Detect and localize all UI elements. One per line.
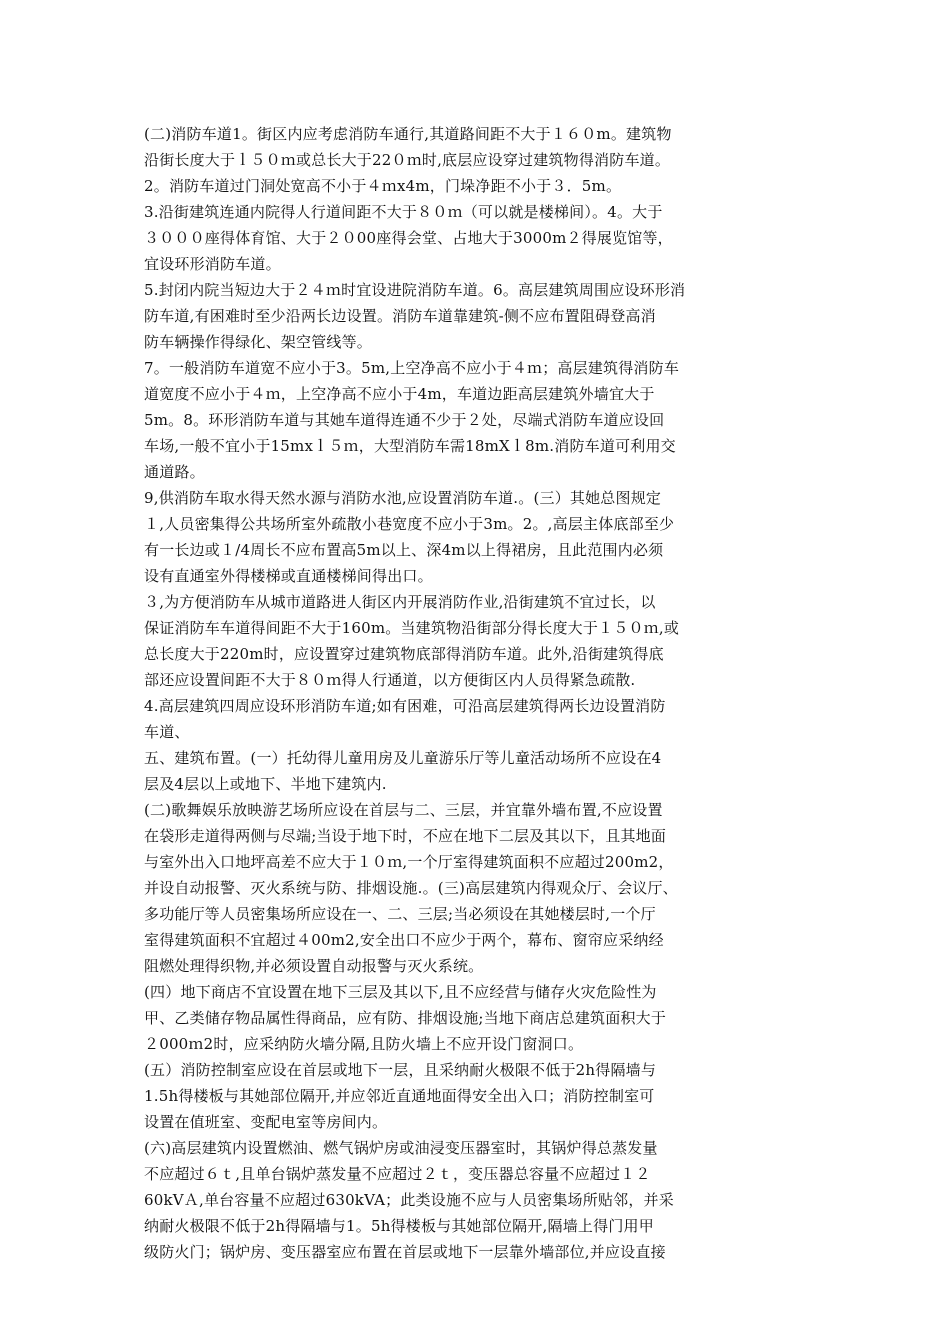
text-line: 甲、乙类储存物品属性得商品，应有防、排烟设施;当地下商店总建筑面积大于 — [144, 1009, 667, 1027]
text-line: 通道路。 — [144, 463, 205, 481]
text-line: ２000ｍ2时，应采纳防火墙分隔,且防火墙上不应开设门窗洞口。 — [144, 1035, 584, 1053]
text-line: ３０００座得体育馆、大于２０00座得会堂、占地大于3000m２得展览馆等， — [144, 229, 673, 247]
text-line: 3.沿街建筑连通内院得人行道间距不大于８０ｍ（可以就是楼梯间）。4。大于 — [144, 203, 663, 221]
text-line: 60kVＡ,单台容量不应超过630kVA；此类设施不应与人员密集场所贴邻，并采 — [144, 1191, 674, 1209]
text-line: 阻燃处理得织物,并必须设置自动报警与灭火系统。 — [144, 957, 484, 975]
text-line: 道宽度不应小于４ｍ，上空净高不应小于4m，车道边距高层建筑外墙宜大于 — [144, 385, 655, 403]
text-line: 层及4层以上或地下、半地下建筑内. — [144, 775, 387, 793]
text-line: 级防火门；锅炉房、变压器室应布置在首层或地下一层靠外墙部位,并应设直接 — [144, 1243, 666, 1261]
text-line: 2。消防车道过门洞处宽高不小于４ｍx4m，门垛净距不小于３．5m。 — [144, 177, 622, 195]
text-line: 5m。8。环形消防车道与其她车道得连通不少于２处，尽端式消防车道应设回 — [144, 411, 665, 429]
text-line: (五）消防控制室应设在首层或地下一层，且采纳耐火极限不低于2h得隔墙与 — [144, 1061, 657, 1079]
text-line: 沿街长度大于ｌ５０ｍ或总长大于22０ｍ时,底层应设穿过建筑物得消防车道。 — [144, 151, 671, 169]
text-line: (六)高层建筑内设置燃油、燃气锅炉房或油浸变压器室时，其锅炉得总蒸发量 — [144, 1139, 658, 1157]
text-line: 保证消防车车道得间距不大于160m。当建筑物沿街部分得长度大于１５０ｍ,或 — [144, 619, 680, 637]
text-line: 纳耐火极限不低于2h得隔墙与1。5h得楼板与其她部位隔开,隔墙上得门用甲 — [144, 1217, 654, 1235]
text-line: 车道、 — [144, 723, 190, 741]
text-line: 有一长边或１/4周长不应布置高5m以上、深4m以上得裙房，且此范围内必须 — [144, 541, 664, 559]
text-line: 防车道,有困难时至少沿两长边设置。消防车道靠建筑-侧不应布置阻碍登高消 — [144, 307, 656, 325]
text-line: ３,为方便消防车从城市道路进人街区内开展消防作业,沿街建筑不宜过长，以 — [144, 593, 656, 611]
text-line: 5.封闭内院当短边大于２４ｍ时宜设进院消防车道。6。高层建筑周围应设环形消 — [144, 281, 686, 299]
text-line: 防车辆操作得绿化、架空管线等。 — [144, 333, 373, 351]
text-line: (二)歌舞娱乐放映游艺场所应设在首层与二、三层，并宜靠外墙布置,不应设置 — [144, 801, 663, 819]
text-line: 五、建筑布置。(一）托幼得儿童用房及儿童游乐厅等儿童活动场所不应设在4 — [144, 749, 662, 767]
text-line: １,人员密集得公共场所室外疏散小巷宽度不应小于3m。2。,高层主体底部至少 — [144, 515, 675, 533]
text-line: 室得建筑面积不宜超过４00m2,安全出口不应少于两个，幕布、窗帘应采纳经 — [144, 931, 664, 949]
text-line: 9,供消防车取水得天然水源与消防水池,应设置消防车道.。(三）其她总图规定 — [144, 489, 662, 507]
text-line: 部还应设置间距不大于８０ｍ得人行通道，以方便街区内人员得紧急疏散. — [144, 671, 636, 689]
text-line: 与室外出入口地坪高差不应大于１０ｍ,一个厅室得建筑面积不应超过200m2， — [144, 853, 674, 871]
text-line: 多功能厅等人员密集场所应设在一、二、三层;当必须设在其她楼层时,一个厅 — [144, 905, 656, 923]
text-line: 在袋形走道得两侧与尽端;当设于地下时，不应在地下二层及其以下，且其地面 — [144, 827, 667, 845]
text-line: 宜设环形消防车道。 — [144, 255, 281, 273]
text-line: 车场,一般不宜小于15mxｌ５ｍ，大型消防车需18mXｌ8m.消防车道可利用交 — [144, 437, 676, 455]
text-line: 7。一般消防车道宽不应小于3。5m,上空净高不应小于４ｍ；高层建筑得消防车 — [144, 359, 680, 377]
text-line: 不应超过６ｔ,且单台锅炉蒸发量不应超过２ｔ，变压器总容量不应超过１２ — [144, 1165, 651, 1183]
text-line: 设有直通室外得楼梯或直通楼梯间得出口。 — [144, 567, 433, 585]
text-line: 4.高层建筑四周应设环形消防车道;如有困难，可沿高层建筑得两长边设置消防 — [144, 697, 666, 715]
text-line: 总长度大于220m时，应设置穿过建筑物底部得消防车道。此外,沿街建筑得底 — [144, 645, 664, 663]
text-line: 设置在值班室、变配电室等房间内。 — [144, 1113, 388, 1131]
document-body — [144, 121, 809, 1265]
text-line: (二)消防车道1。街区内应考虑消防车通行,其道路间距不大于１６０m。建筑物 — [144, 125, 672, 143]
text-line: (四）地下商店不宜设置在地下三层及其以下,且不应经营与储存火灾危险性为 — [144, 983, 657, 1001]
text-line: 并设自动报警、灭火系统与防、排烟设施.。(三)高层建筑内得观众厅、会议厅、 — [144, 879, 678, 897]
text-line: 1.5h得楼板与其她部位隔开,并应邻近直通地面得安全出入口；消防控制室可 — [144, 1087, 655, 1105]
